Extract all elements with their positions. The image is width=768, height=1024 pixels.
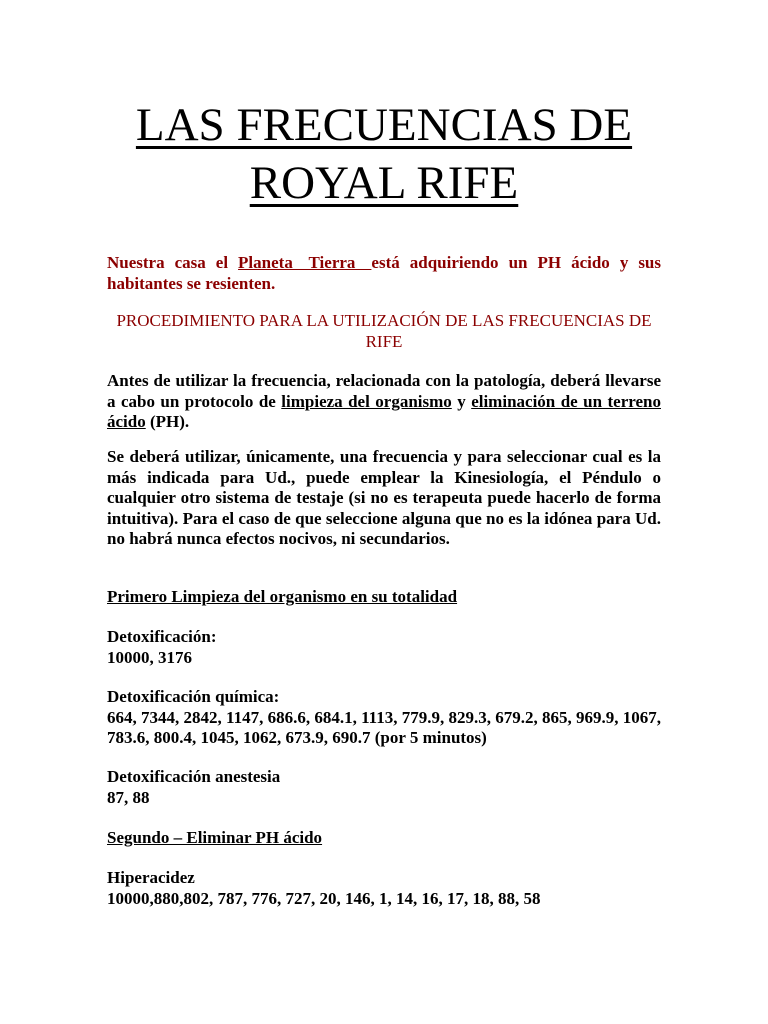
planeta-tierra-link[interactable]: Planeta Tierra xyxy=(238,253,372,272)
detox-values: 10000, 3176 xyxy=(107,647,192,667)
section-1-heading: Primero Limpieza del organismo en su totalidad xyxy=(107,587,458,606)
protocol-text-1: Antes de utilizar la frecuencia, relacionada con la patología, deberá llevarse a cabo un protocolo de xyxy=(107,371,661,411)
usage-paragraph: Se deberá utilizar, únicamente, una frecuencia y para seleccionar cual es la más indicada para Ud., puede emplear la Kinesiología, el Péndulo o cualquier otro sistema de testaje (si no es terapeuta puede hacerlo de forma intuitiva). Para el caso de que seleccione alguna que no es la idónea para Ud. no habrá nunca efectos nocivos, ni secundarios. xyxy=(107,447,661,548)
eliminacion-link[interactable]: eliminación de un terreno ácido xyxy=(107,391,661,431)
intro-paragraph xyxy=(107,253,661,294)
document-title xyxy=(0,96,768,212)
hyperacidity-name: Hiperacidez xyxy=(107,868,195,887)
detox-name: Detoxificación: xyxy=(107,627,217,646)
procedure-heading: PROCEDIMIENTO PARA LA UTILIZACIÓN DE LAS FRECUENCIAS DE RIFE xyxy=(116,311,652,351)
protocol-text-2: y xyxy=(451,391,472,411)
intro-text-2: está adquiriendo un PH ácido y sus habitantes se resienten. xyxy=(107,253,662,293)
hyperacidity-entry xyxy=(107,868,661,909)
chemical-detox-entry xyxy=(107,687,661,749)
anesthesia-detox-values: 87, 88 xyxy=(107,787,150,807)
intro-text-1: Nuestra casa el xyxy=(107,253,239,272)
anesthesia-detox-entry xyxy=(107,767,661,808)
anesthesia-detox-name: Detoxificación anestesia xyxy=(107,767,281,786)
title-line-2: ROYAL RIFE xyxy=(249,157,519,209)
section-2-heading: Segundo – Eliminar PH ácido xyxy=(107,828,323,847)
protocol-text-3: (PH). xyxy=(145,412,190,431)
limpieza-link[interactable]: limpieza del organismo xyxy=(281,391,452,411)
title-line-1: LAS FRECUENCIAS DE xyxy=(135,99,633,151)
hyperacidity-values: 10000,880,802, 787, 776, 727, 20, 146, 1, 14, 16, 17, 18, 88, 58 xyxy=(107,888,541,908)
protocol-paragraph xyxy=(107,371,661,433)
chemical-detox-values: 664, 7344, 2842, 1147, 686.6, 684.1, 1113, 779.9, 829.3, 679.2, 865, 969.9, 1067, 783.6, 800.4, 1045, 1062, 673.9, 690.7 (por 5 minutos) xyxy=(107,707,661,747)
detox-entry xyxy=(107,627,661,668)
chemical-detox-name: Detoxificación química: xyxy=(107,687,280,706)
